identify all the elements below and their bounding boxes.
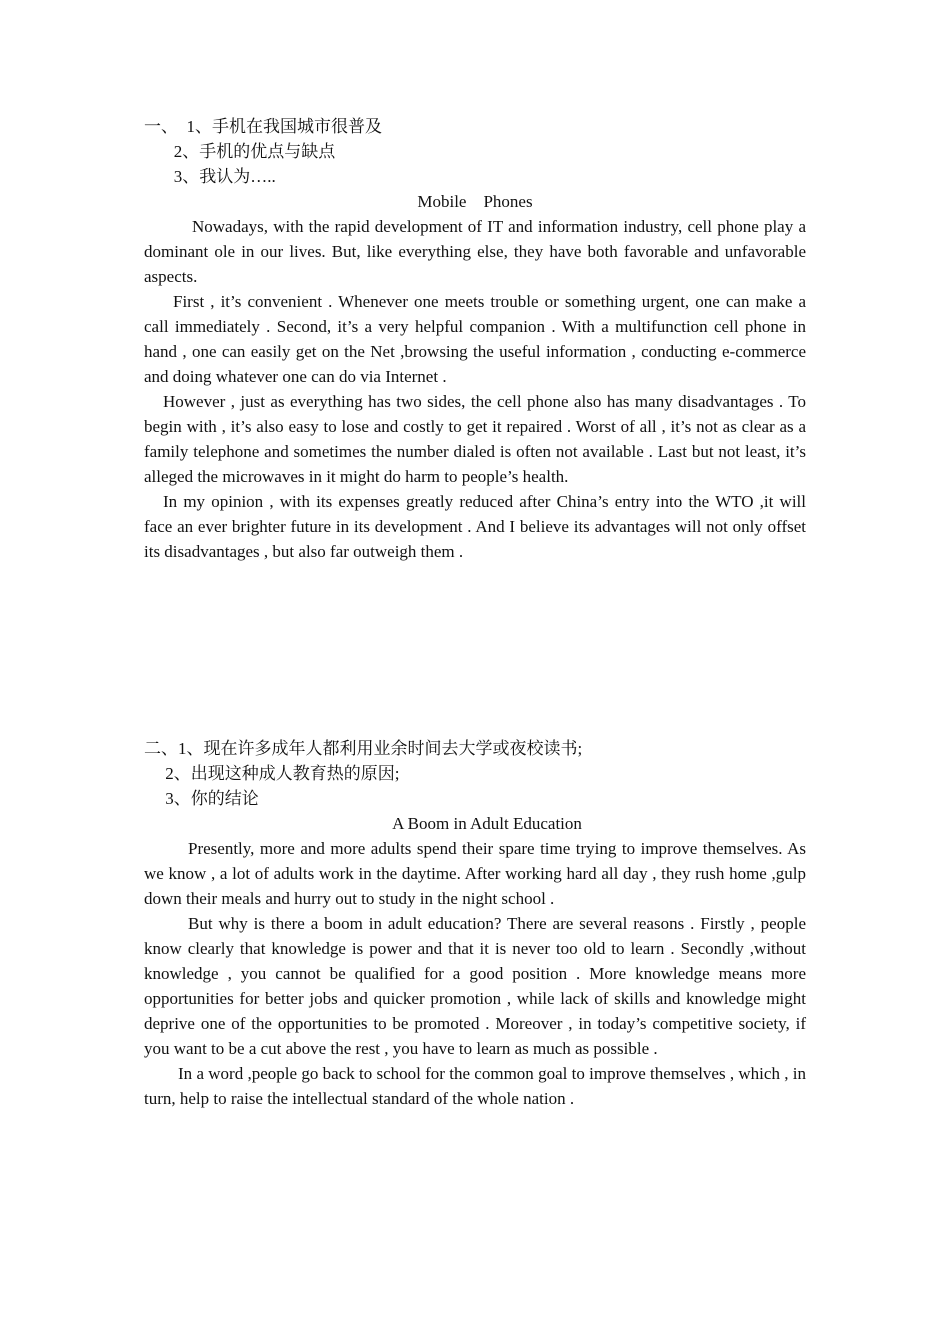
essay-paragraph: First , it’s convenient . Whenever one meets trouble or something urgent, one can make a call immediately . Second, it’s a very helpful companion . With a multifunction cell phone in hand , one can easily get on the Net ,browsing the useful information , conducting e-commerce and doing whatever one can do via Internet . [144,292,806,386]
essay-paragraph: In my opinion , with its expenses greatly reduced after China’s entry into the WTO ,it will face an ever brighter future in its development . And I believe its advantages will not only offset its disadvantages , but also far outweigh them . [144,492,806,561]
essay-paragraph: Presently, more and more adults spend their spare time trying to improve themselves. As we know , a lot of adults work in the daytime. After working hard all day , they rush home ,gulp down their meals and hurry out to study in the night school . [144,839,806,908]
essay-paragraph: But why is there a boom in adult education? There are several reasons . Firstly , people know clearly that knowledge is power and that it is never too old to learn . Secondly ,without knowledge , you cannot be qualified for a good position . More knowledge means more opportunities for better jobs and quicker promotion , while lack of skills and knowledge might deprive one of the opportunities to be promoted . Moreover , in today’s competitive society, if you want to be a cut above the rest , you have to learn as much as possible . [144,914,806,1058]
outline-item: 一、 1、手机在我国城市很普及 [144,117,382,136]
essay-section-1 [144,114,806,564]
essay-paragraph: In a word ,people go back to school for the common goal to improve themselves , which , in turn, help to raise the intellectual standard of the whole nation . [144,1064,806,1108]
essay-title: A Boom in Adult Education [392,814,582,833]
outline-item: 二、1、现在许多成年人都利用业余时间去大学或夜校读书; [144,739,583,758]
outline-item: 2、出现这种成人教育热的原因; [144,764,400,783]
outline-item: 3、你的结论 [144,789,259,808]
essay-paragraph: However , just as everything has two sides, the cell phone also has many disadvantages . To begin with , it’s also easy to lose and costly to get it repaired . Worst of all , it’s not as clear as a family telephone and sometimes the number dialed is often not available . Last but not least, it’s alleged the microwaves in it might do harm to people’s health. [144,392,806,486]
essay-paragraph: Nowadays, with the rapid development of IT and information industry, cell phone play a dominant ole in our lives. But, like everything else, they have both favorable and unfavorable aspects. [144,217,806,286]
essay-title: Mobile Phones [417,192,533,211]
outline-item: 2、手机的优点与缺点 [144,142,336,161]
essay-section-2 [144,736,806,1111]
outline-item: 3、我认为….. [144,167,276,186]
